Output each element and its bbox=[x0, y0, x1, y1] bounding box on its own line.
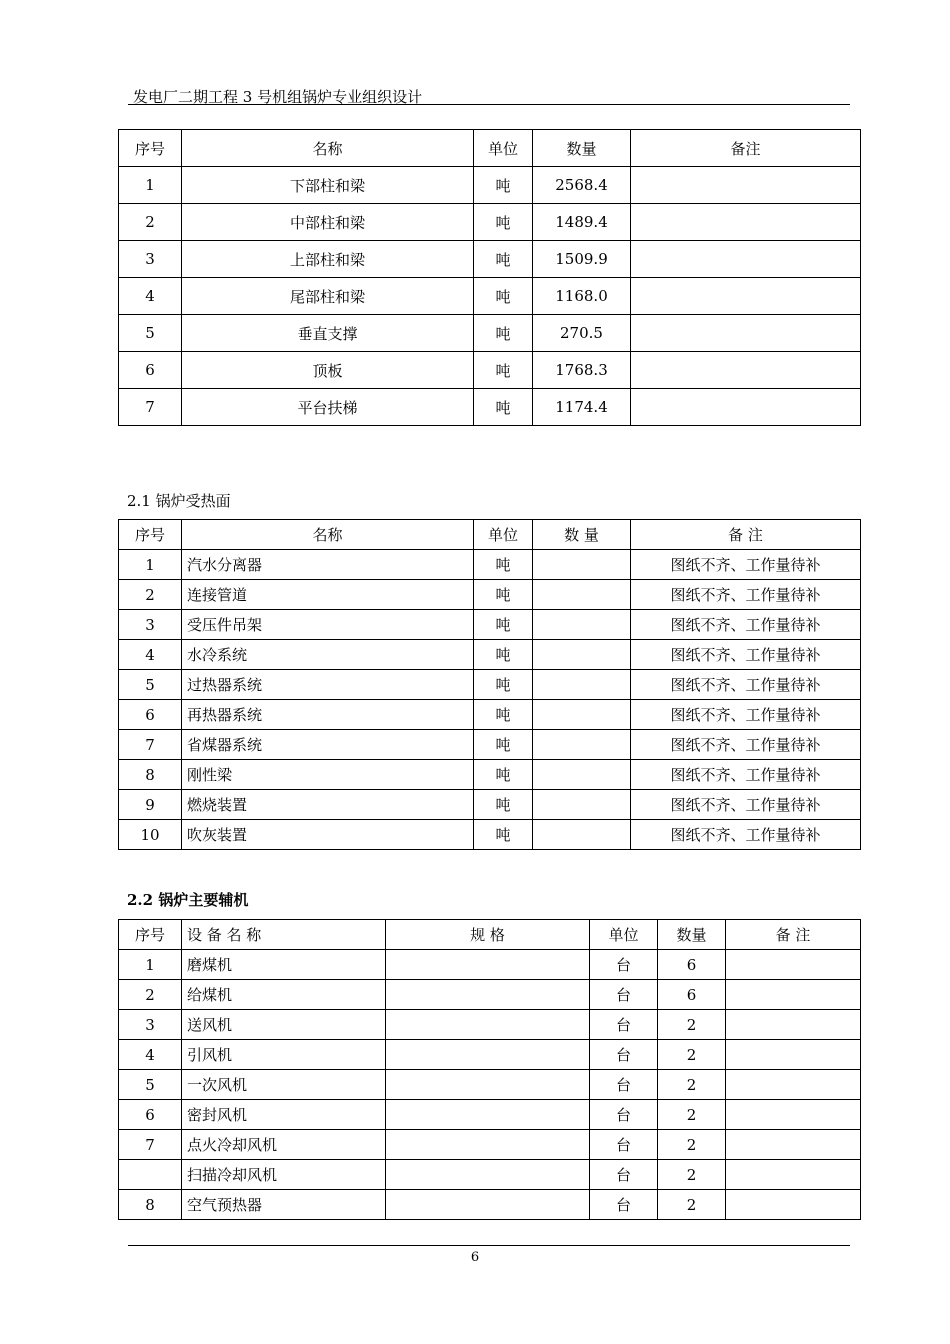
table-cell: 磨煤机 bbox=[182, 950, 386, 980]
table-cell bbox=[726, 1040, 861, 1070]
table-cell: 2568.4 bbox=[533, 167, 631, 204]
table-cell: 1 bbox=[119, 950, 182, 980]
table-cell: 点火冷却风机 bbox=[182, 1130, 386, 1160]
table-cell bbox=[631, 389, 861, 426]
column-header: 备 注 bbox=[726, 920, 861, 950]
column-header: 序号 bbox=[119, 920, 182, 950]
table-cell: 扫描冷却风机 bbox=[182, 1160, 386, 1190]
table-cell: 燃烧装置 bbox=[182, 790, 474, 820]
table-cell: 2 bbox=[658, 1040, 726, 1070]
table-cell: 平台扶梯 bbox=[182, 389, 474, 426]
table-cell bbox=[386, 1010, 590, 1040]
table-cell: 4 bbox=[119, 640, 182, 670]
table-cell bbox=[533, 760, 631, 790]
table-row bbox=[119, 315, 861, 352]
table-cell: 吹灰装置 bbox=[182, 820, 474, 850]
table-row bbox=[119, 980, 861, 1010]
column-header: 序号 bbox=[119, 130, 182, 167]
table-cell: 1768.3 bbox=[533, 352, 631, 389]
column-header: 备注 bbox=[631, 130, 861, 167]
table-cell: 6 bbox=[119, 700, 182, 730]
table-cell: 图纸不齐、工作量待补 bbox=[631, 580, 861, 610]
table-cell: 再热器系统 bbox=[182, 700, 474, 730]
table-row bbox=[119, 204, 861, 241]
table-cell: 3 bbox=[119, 610, 182, 640]
table-cell: 吨 bbox=[474, 580, 533, 610]
table-cell: 过热器系统 bbox=[182, 670, 474, 700]
table-cell: 1489.4 bbox=[533, 204, 631, 241]
table-row bbox=[119, 1160, 861, 1190]
table-cell: 台 bbox=[590, 1130, 658, 1160]
table-cell: 8 bbox=[119, 760, 182, 790]
table-cell: 3 bbox=[119, 1010, 182, 1040]
table-cell bbox=[631, 315, 861, 352]
table-cell: 2 bbox=[119, 580, 182, 610]
column-header: 名称 bbox=[182, 130, 474, 167]
table-cell: 吨 bbox=[474, 790, 533, 820]
table-row bbox=[119, 550, 861, 580]
auxiliary-machines-table bbox=[118, 919, 861, 1220]
table-cell bbox=[386, 1130, 590, 1160]
table-row bbox=[119, 389, 861, 426]
table-cell: 2 bbox=[658, 1010, 726, 1040]
table-cell: 台 bbox=[590, 1160, 658, 1190]
table-cell: 7 bbox=[119, 389, 182, 426]
table-cell: 刚性梁 bbox=[182, 760, 474, 790]
table-row bbox=[119, 610, 861, 640]
table-cell: 图纸不齐、工作量待补 bbox=[631, 790, 861, 820]
table-cell bbox=[533, 730, 631, 760]
table-cell: 吨 bbox=[474, 278, 533, 315]
table-cell bbox=[726, 1190, 861, 1220]
heating-surface-table bbox=[118, 519, 861, 850]
table-cell: 吨 bbox=[474, 167, 533, 204]
table-header-row bbox=[119, 520, 861, 550]
table-row bbox=[119, 700, 861, 730]
column-header: 序号 bbox=[119, 520, 182, 550]
table-cell: 图纸不齐、工作量待补 bbox=[631, 640, 861, 670]
table-cell: 台 bbox=[590, 1070, 658, 1100]
table-row bbox=[119, 760, 861, 790]
steel-structure-table bbox=[118, 129, 861, 426]
table-cell: 吨 bbox=[474, 204, 533, 241]
table-row bbox=[119, 278, 861, 315]
table-cell bbox=[533, 580, 631, 610]
table-cell: 垂直支撑 bbox=[182, 315, 474, 352]
column-header: 数量 bbox=[658, 920, 726, 950]
table-cell bbox=[533, 550, 631, 580]
table-cell: 中部柱和梁 bbox=[182, 204, 474, 241]
table-cell: 2 bbox=[658, 1100, 726, 1130]
table-cell: 水冷系统 bbox=[182, 640, 474, 670]
table-row bbox=[119, 1010, 861, 1040]
table-cell bbox=[726, 1100, 861, 1130]
table-cell: 图纸不齐、工作量待补 bbox=[631, 700, 861, 730]
table-cell: 顶板 bbox=[182, 352, 474, 389]
table-cell: 汽水分离器 bbox=[182, 550, 474, 580]
table-cell: 受压件吊架 bbox=[182, 610, 474, 640]
table-row bbox=[119, 820, 861, 850]
table-row bbox=[119, 1070, 861, 1100]
table-cell: 吨 bbox=[474, 352, 533, 389]
table-row bbox=[119, 670, 861, 700]
table-cell bbox=[533, 610, 631, 640]
table-row bbox=[119, 730, 861, 760]
table-row bbox=[119, 1130, 861, 1160]
table-cell: 送风机 bbox=[182, 1010, 386, 1040]
table-cell: 上部柱和梁 bbox=[182, 241, 474, 278]
table-row bbox=[119, 640, 861, 670]
table-cell: 图纸不齐、工作量待补 bbox=[631, 730, 861, 760]
table-cell: 6 bbox=[658, 980, 726, 1010]
table-cell: 图纸不齐、工作量待补 bbox=[631, 820, 861, 850]
table-cell: 10 bbox=[119, 820, 182, 850]
column-header: 规 格 bbox=[386, 920, 590, 950]
column-header: 单位 bbox=[590, 920, 658, 950]
table-cell: 2 bbox=[119, 204, 182, 241]
table-cell: 2 bbox=[119, 980, 182, 1010]
table-cell: 1509.9 bbox=[533, 241, 631, 278]
table-cell: 270.5 bbox=[533, 315, 631, 352]
table-cell: 省煤器系统 bbox=[182, 730, 474, 760]
table-row bbox=[119, 1190, 861, 1220]
table-cell: 台 bbox=[590, 1190, 658, 1220]
table-cell: 吨 bbox=[474, 700, 533, 730]
table-cell: 连接管道 bbox=[182, 580, 474, 610]
table-cell: 台 bbox=[590, 980, 658, 1010]
table-cell: 1174.4 bbox=[533, 389, 631, 426]
table-cell bbox=[386, 980, 590, 1010]
table-cell: 台 bbox=[590, 950, 658, 980]
table-cell: 密封风机 bbox=[182, 1100, 386, 1130]
column-header: 备 注 bbox=[631, 520, 861, 550]
table-cell: 台 bbox=[590, 1100, 658, 1130]
table-cell: 吨 bbox=[474, 389, 533, 426]
table-cell bbox=[533, 790, 631, 820]
table-cell bbox=[386, 950, 590, 980]
table-header-row bbox=[119, 130, 861, 167]
column-header: 设 备 名 称 bbox=[182, 920, 386, 950]
table-cell bbox=[533, 640, 631, 670]
table-cell: 5 bbox=[119, 670, 182, 700]
table-cell: 图纸不齐、工作量待补 bbox=[631, 760, 861, 790]
table-row bbox=[119, 950, 861, 980]
table-cell: 下部柱和梁 bbox=[182, 167, 474, 204]
table-cell: 2 bbox=[658, 1130, 726, 1160]
table-cell bbox=[533, 700, 631, 730]
table-cell bbox=[386, 1160, 590, 1190]
table-cell: 2 bbox=[658, 1190, 726, 1220]
table-row bbox=[119, 241, 861, 278]
page-number: 6 bbox=[470, 1250, 480, 1265]
table-cell: 2 bbox=[658, 1070, 726, 1100]
table-header-row bbox=[119, 920, 861, 950]
table-cell: 吨 bbox=[474, 610, 533, 640]
table-cell: 吨 bbox=[474, 241, 533, 278]
table-cell: 吨 bbox=[474, 315, 533, 352]
table-cell: 4 bbox=[119, 1040, 182, 1070]
table-cell bbox=[631, 278, 861, 315]
table-cell: 吨 bbox=[474, 640, 533, 670]
table-cell: 尾部柱和梁 bbox=[182, 278, 474, 315]
table-cell: 台 bbox=[590, 1040, 658, 1070]
document-header: 发电厂二期工程 3 号机组锅炉专业组织设计 bbox=[133, 88, 423, 106]
table-cell bbox=[631, 167, 861, 204]
table-row bbox=[119, 352, 861, 389]
table-cell bbox=[726, 1160, 861, 1190]
table-cell bbox=[726, 980, 861, 1010]
table-row bbox=[119, 1100, 861, 1130]
table-row bbox=[119, 580, 861, 610]
table-cell bbox=[533, 670, 631, 700]
table-cell: 吨 bbox=[474, 670, 533, 700]
table-cell: 5 bbox=[119, 315, 182, 352]
table-cell: 3 bbox=[119, 241, 182, 278]
table-cell bbox=[631, 241, 861, 278]
table-cell: 8 bbox=[119, 1190, 182, 1220]
table-cell: 吨 bbox=[474, 730, 533, 760]
table-cell: 7 bbox=[119, 730, 182, 760]
table-cell: 6 bbox=[119, 1100, 182, 1130]
table-cell bbox=[386, 1070, 590, 1100]
column-header: 数 量 bbox=[533, 520, 631, 550]
table-cell: 7 bbox=[119, 1130, 182, 1160]
column-header: 单位 bbox=[474, 520, 533, 550]
table-cell: 图纸不齐、工作量待补 bbox=[631, 550, 861, 580]
table-cell: 1 bbox=[119, 167, 182, 204]
table-cell: 吨 bbox=[474, 760, 533, 790]
table-cell: 4 bbox=[119, 278, 182, 315]
table-cell bbox=[386, 1040, 590, 1070]
table-cell bbox=[631, 204, 861, 241]
table-row bbox=[119, 167, 861, 204]
table-cell: 9 bbox=[119, 790, 182, 820]
footer-divider bbox=[128, 1245, 850, 1246]
table-cell: 一次风机 bbox=[182, 1070, 386, 1100]
table-cell: 1168.0 bbox=[533, 278, 631, 315]
column-header: 单位 bbox=[474, 130, 533, 167]
table-cell: 6 bbox=[658, 950, 726, 980]
table-cell: 1 bbox=[119, 550, 182, 580]
table-cell: 吨 bbox=[474, 550, 533, 580]
table-row bbox=[119, 790, 861, 820]
table-cell: 引风机 bbox=[182, 1040, 386, 1070]
table-cell: 图纸不齐、工作量待补 bbox=[631, 610, 861, 640]
table-cell: 空气预热器 bbox=[182, 1190, 386, 1220]
header-divider bbox=[128, 104, 850, 105]
table-cell bbox=[726, 1010, 861, 1040]
table-cell: 图纸不齐、工作量待补 bbox=[631, 670, 861, 700]
table-cell bbox=[386, 1100, 590, 1130]
table-cell bbox=[726, 950, 861, 980]
table-cell: 5 bbox=[119, 1070, 182, 1100]
table-cell bbox=[726, 1130, 861, 1160]
table-cell: 6 bbox=[119, 352, 182, 389]
table-cell bbox=[631, 352, 861, 389]
table-cell bbox=[119, 1160, 182, 1190]
table-row bbox=[119, 1040, 861, 1070]
section-title-auxiliary-machines: 2.2 锅炉主要辅机 bbox=[127, 891, 249, 909]
table-cell: 2 bbox=[658, 1160, 726, 1190]
table-cell: 台 bbox=[590, 1010, 658, 1040]
table-cell bbox=[726, 1070, 861, 1100]
table-cell bbox=[533, 820, 631, 850]
table-cell: 给煤机 bbox=[182, 980, 386, 1010]
section-title-heating-surface: 2.1 锅炉受热面 bbox=[127, 492, 231, 510]
column-header: 名称 bbox=[182, 520, 474, 550]
table-cell: 吨 bbox=[474, 820, 533, 850]
column-header: 数量 bbox=[533, 130, 631, 167]
table-cell bbox=[386, 1190, 590, 1220]
